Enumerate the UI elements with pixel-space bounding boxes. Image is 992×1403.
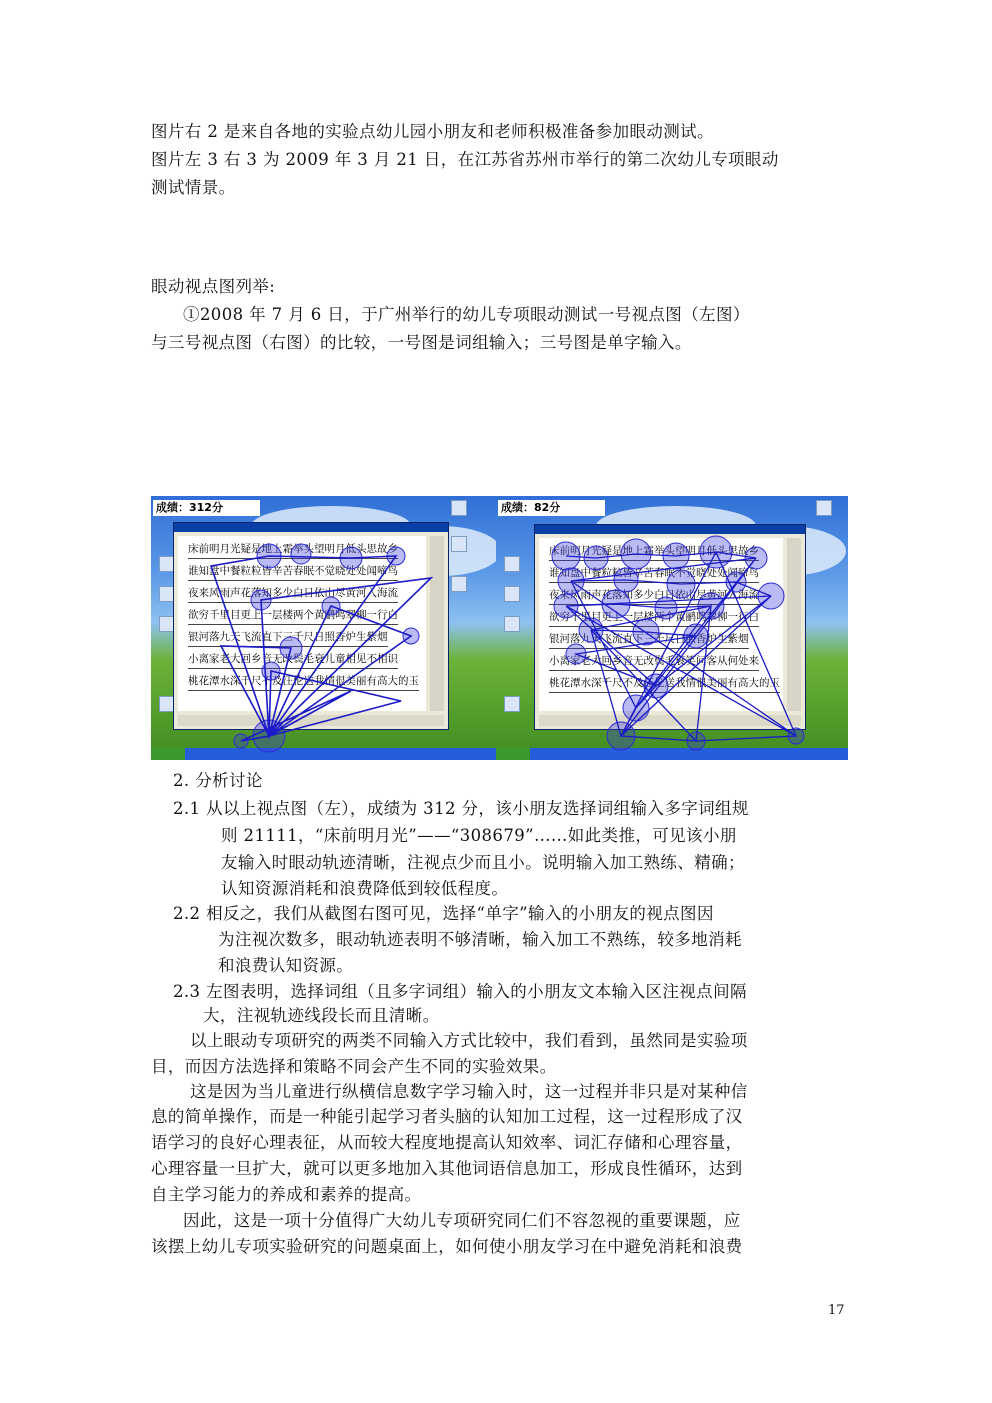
gaze-overlay-left <box>151 496 503 760</box>
heading-discussion: 2. 分析讨论 <box>173 771 263 790</box>
paragraph-conclusion-cont: 该摆上幼儿专项实验研究的问题桌面上，如何使小朋友学习在中避免消耗和浪费 <box>151 1237 743 1256</box>
paragraph-reason-cont: 心理容量一旦扩大，就可以更多地加入其他词语信息加工，形成良性循环，达到 <box>151 1159 743 1178</box>
gaze-path <box>211 556 431 741</box>
text-line: 夜来风雨声花落知多少白日依山尽黄河入海流 <box>188 584 398 603</box>
discussion-2-1: 2.1 从以上视点图（左），成绩为 312 分，该小朋友选择词组输入多字词组规 <box>173 799 749 818</box>
discussion-2-3-cont: 大，注视轨迹线段长而且清晰。 <box>203 1006 440 1025</box>
paragraph-comparison-summary-cont: 目，而因方法选择和策略不同会产生不同的实验效果。 <box>151 1057 557 1076</box>
text-line: 床前明月光疑是地上霜举头望明月低头思故乡 <box>549 542 759 561</box>
text-line: 小离家老大回乡音无改鬓毛衰笑问客从何处来 <box>549 652 759 671</box>
text-line: 桃花潭水深千尺不及汪伦送我情很美丽有高大的玉 <box>549 674 780 693</box>
text-line: 谁知盘中餐粒粒皆辛苦春眠不觉晓处处闻啼鸟 <box>188 562 398 581</box>
score-label: 成绩：82分 <box>498 500 605 516</box>
discussion-2-1-cont: 认知资源消耗和浪费降低到较低程度。 <box>221 879 509 898</box>
text-line: 夜来风雨声花落知多少白日依山尽黄河入海流 <box>549 586 759 605</box>
text-line: 欲穷千里目更上一层楼两个黄鹂鸣翠柳一行白 <box>188 606 398 625</box>
discussion-2-2: 2.2 相反之，我们从截图右图可见，选择“单字”输入的小朋友的视点图因 <box>173 904 714 923</box>
discussion-2-3: 2.3 左图表明，选择词组（且多字词组）输入的小朋友文本输入区注视点间隔 <box>173 982 747 1001</box>
paragraph-comparison-summary: 以上眼动专项研究的两类不同输入方式比较中，我们看到，虽然同是实验项 <box>190 1031 748 1050</box>
gaze-overlay-right <box>496 496 848 760</box>
discussion-2-1-cont: 友输入时眼动轨迹清晰，注视点少而且小。说明输入加工熟练、精确； <box>221 853 745 872</box>
paragraph-comparison: ①2008 年 7 月 6 日，于广州举行的幼儿专项眼动测试一号视点图（左图） <box>183 305 750 324</box>
text-line: 桃花潭水深千尺不及汪伦送我情很美丽有高大的玉 <box>188 672 419 691</box>
section-heading-eye-tracking: 眼动视点图列举: <box>151 277 276 296</box>
paragraph-reason: 这是因为当儿童进行纵横信息数字学习输入时，这一过程并非只是对某种信 <box>190 1082 748 1101</box>
paragraph-reason-cont: 自主学习能力的养成和素养的提高。 <box>151 1185 422 1204</box>
text-line: 银河落九天飞流直下三千尺日照香炉生紫烟 <box>549 630 749 649</box>
text-line: 欲穷千里目更上一层楼两个黄鹂鸣翠柳一行白 <box>549 608 759 627</box>
paragraph-comparison-cont: 与三号视点图（右图）的比较，一号图是词组输入；三号图是单字输入。 <box>151 333 692 352</box>
figure-right-gaze-plot <box>496 496 848 760</box>
paragraph-reason-cont: 息的简单操作，而是一种能引起学习者头脑的认知加工过程，这一过程形成了汉 <box>151 1107 743 1126</box>
text-line: 银河落九天飞流直下三千尺日照香炉生紫烟 <box>188 628 388 647</box>
paragraph-conclusion: 因此，这是一项十分值得广大幼儿专项研究同仁们不容忽视的重要课题，应 <box>183 1211 741 1230</box>
discussion-2-2-cont: 和浪费认知资源。 <box>218 956 354 975</box>
figure-left-gaze-plot <box>151 496 503 760</box>
page-number: 17 <box>828 1303 845 1318</box>
text-line: 小离家老大回乡音无改鬓毛衰儿童相见不相识 <box>188 650 398 669</box>
discussion-2-1-cont: 则 21111，“床前明月光”——“308679”……如此类推，可见该小朋 <box>221 826 737 845</box>
text-line: 床前明月光疑是地上霜举头望明月低头思故乡 <box>188 540 398 559</box>
discussion-2-2-cont: 为注视次数多，眼动轨迹表明不够清晰，输入加工不熟练，较多地消耗 <box>218 930 742 949</box>
paragraph-photo-left3: 图片左 3 右 3 为 2009 年 3 月 21 日，在江苏省苏州市举行的第二次幼儿专项眼动 <box>151 150 779 169</box>
paragraph-reason-cont: 语学习的良好心理表征，从而较大程度地提高认知效率、词汇存储和心理容量， <box>151 1133 743 1152</box>
fixation-point <box>291 544 311 564</box>
score-label: 成绩：312分 <box>153 500 260 516</box>
paragraph-photo-left3-cont: 测试情景。 <box>151 178 236 197</box>
paragraph-photo-right2: 图片右 2 是来自各地的实验点幼儿园小朋友和老师积极准备参加眼动测试。 <box>151 122 714 141</box>
text-line: 谁知盘中餐粒粒皆辛苦春眠不觉晓处处闻啼鸟 <box>549 564 759 583</box>
